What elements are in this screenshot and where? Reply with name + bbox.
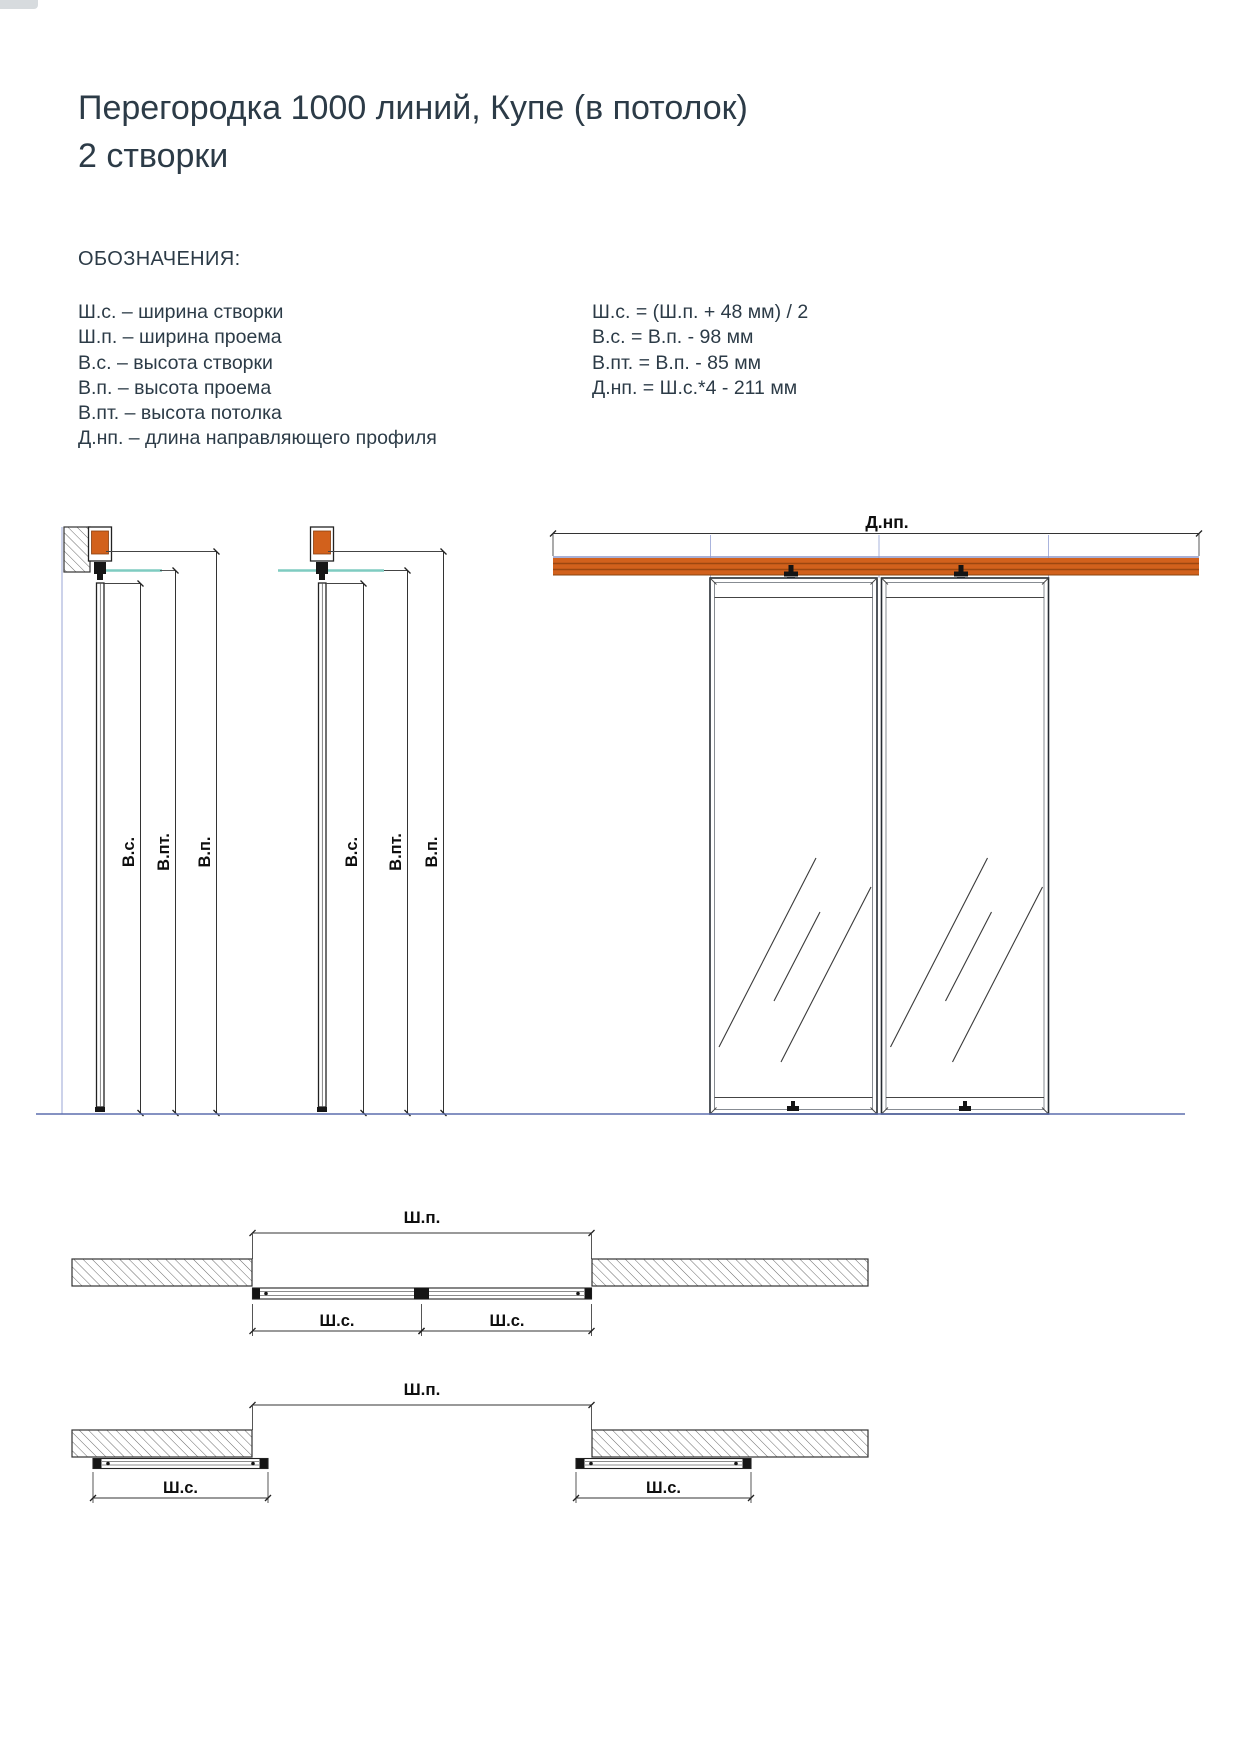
end-fitting: [253, 1289, 260, 1299]
door-leaf-front-right: [882, 578, 1049, 1114]
plan-view-closed: [72, 1208, 868, 1336]
end-fitting: [585, 1289, 592, 1299]
dim-label-opening-width: Ш.п.: [403, 1208, 441, 1227]
bottom-guide-foot: [959, 1106, 971, 1111]
bottom-guide-foot: [95, 1107, 105, 1112]
leaf-plan-open-left: [93, 1459, 268, 1469]
bottom-guide-foot: [317, 1107, 327, 1112]
dim-label-ceiling-height: В.пт.: [387, 833, 405, 871]
wall-section-hatched: [64, 527, 90, 572]
technical-drawing: [0, 440, 1241, 1540]
legend-item: Ш.с. – ширина створки: [78, 301, 284, 323]
dim-label-opening-width: Ш.п.: [403, 1380, 441, 1399]
end-fitting: [260, 1459, 268, 1468]
side-view-1: [62, 527, 217, 1114]
dim-label-leaf-width: Ш.с.: [646, 1479, 681, 1497]
formula-line: Д.нп. = Ш.с.*4 - 211 мм: [592, 376, 798, 399]
wall-plan-right: [592, 1430, 868, 1457]
bottom-guide-screw: [963, 1101, 967, 1106]
door-leaf-front-left: [710, 578, 877, 1114]
end-fitting: [94, 1459, 102, 1468]
bottom-guide-foot: [787, 1106, 799, 1111]
center-fitting: [414, 1288, 429, 1300]
leaf-plan-open-right: [576, 1459, 751, 1469]
dim-label-opening-height: В.п.: [423, 836, 441, 868]
front-view: [553, 512, 1199, 1114]
formula-line: В.с. = В.п. - 98 мм: [592, 326, 754, 349]
end-fitting: [577, 1459, 585, 1468]
roller-stem: [319, 574, 325, 580]
dim-label-leaf-width: Ш.с.: [163, 1479, 198, 1497]
roller-carriage: [94, 562, 106, 574]
dim-label-ceiling-height: В.пт.: [155, 833, 173, 871]
track-profile-front: [553, 558, 1199, 575]
legend-item: В.п. – высота проема: [78, 376, 272, 399]
formula-list: [592, 300, 808, 401]
dim-label-leaf-height: В.с.: [343, 836, 361, 868]
legend-list: [78, 300, 437, 452]
track-profile-section: [92, 531, 109, 554]
bottom-guide-screw: [791, 1101, 795, 1106]
roller-stem: [97, 574, 103, 580]
title-line-2: 2 створки: [78, 137, 229, 175]
side-view-2: [278, 527, 444, 1113]
formula-line: Ш.с. = (Ш.п. + 48 мм) / 2: [592, 301, 809, 323]
legend-item: В.пт. – высота потолка: [78, 402, 282, 425]
dim-label-leaf-width: Ш.с.: [489, 1312, 525, 1330]
wall-plan-left: [72, 1430, 252, 1457]
page-title: [78, 84, 748, 180]
legend-item: Ш.п. – ширина проема: [78, 326, 282, 349]
legend-heading: ОБОЗНАЧЕНИЯ:: [78, 248, 241, 270]
formula-line: В.пт. = В.п. - 85 мм: [592, 351, 762, 374]
wall-plan-left: [72, 1259, 252, 1286]
end-fitting: [743, 1459, 751, 1468]
title-line-1: Перегородка 1000 линий, Купе (в потолок): [78, 89, 748, 127]
legend-item: Д.нп. – длина направляющего профиля: [78, 427, 437, 450]
dim-label-leaf-height: В.с.: [120, 836, 138, 868]
legend-item: В.с. – высота створки: [78, 351, 273, 374]
leaves-plan-closed: [253, 1288, 592, 1300]
top-left-ui-fragment: [0, 0, 38, 9]
wall-plan-right: [592, 1259, 868, 1286]
dim-label-leaf-width: Ш.с.: [319, 1312, 355, 1330]
track-profile-section: [314, 531, 331, 554]
dim-label-track-length: Д.нп.: [865, 512, 909, 532]
dim-label-opening-height: В.п.: [196, 836, 214, 868]
plan-view-open: [72, 1380, 868, 1503]
roller-carriage: [316, 562, 328, 574]
